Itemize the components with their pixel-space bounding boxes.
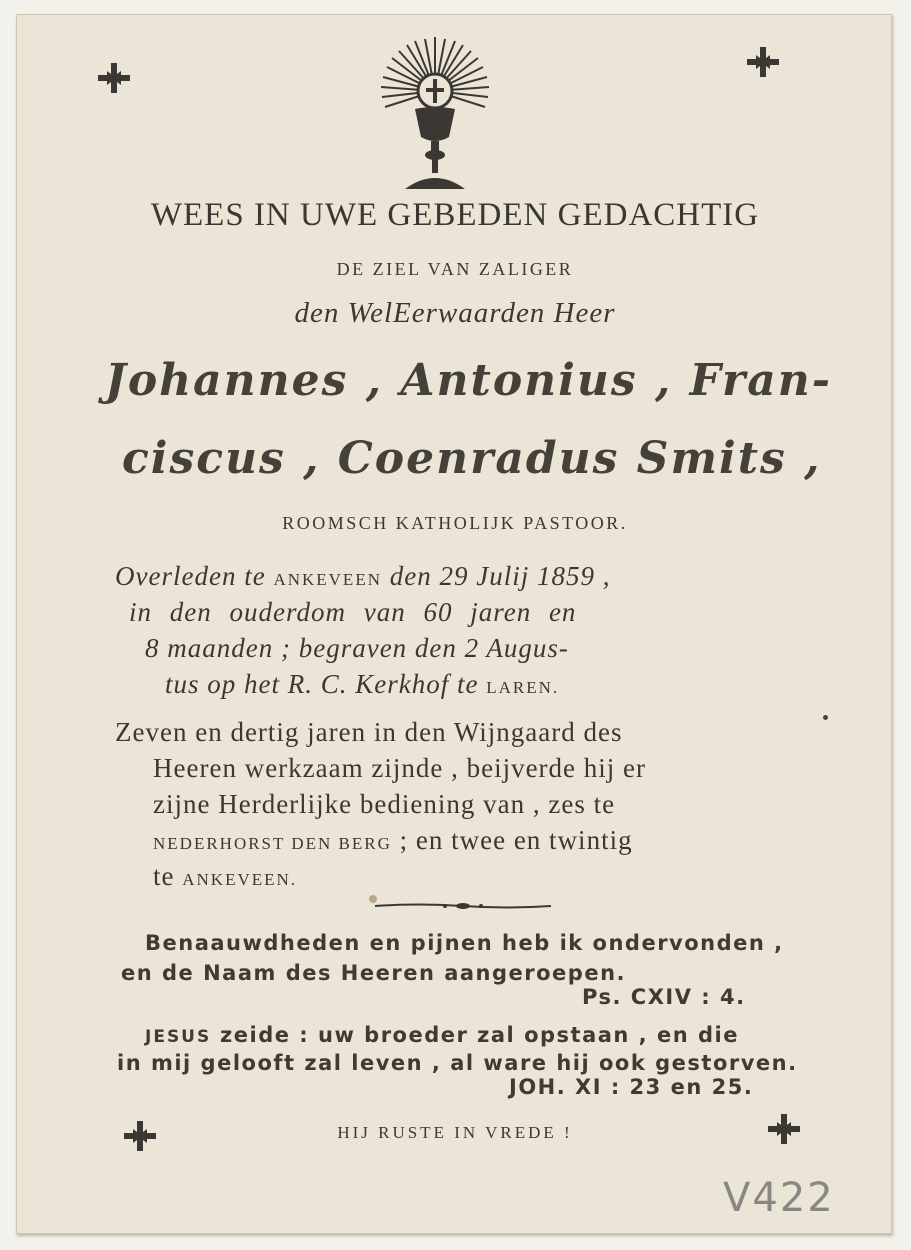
death-line-1: Overleden te ANKEVEEN den 29 Julij 1859 , bbox=[115, 561, 611, 591]
john-quote-line-1: JESUS zeide : uw broeder zal opstaan , en die bbox=[145, 1023, 739, 1047]
john-reference: JOH. XI : 23 en 25. bbox=[509, 1075, 754, 1099]
office-title: ROOMSCH KATHOLIJK PASTOOR. bbox=[282, 513, 628, 533]
deceased-name-line-2: ciscus , Coenradus Smits , bbox=[122, 433, 822, 484]
soul-of-the-late-line: DE ZIEL VAN ZALIGER bbox=[336, 259, 574, 279]
bio-line-1: Zeven en dertig jaren in den Wijngaard des bbox=[115, 717, 623, 747]
john-quote-line-2: in mij gelooft zal leven , al ware hij ook gestorven. bbox=[117, 1051, 798, 1075]
memorial-card bbox=[16, 14, 892, 1234]
monstrance-icon bbox=[375, 33, 495, 191]
bio-line-5: te ANKEVEEN. bbox=[153, 861, 298, 891]
bio-line-2: Heeren werkzaam zijnde , beijverde hij er bbox=[153, 753, 647, 783]
psalm-quote-line-1: Benaauwdheden en pijnen heb ik ondervonden , bbox=[145, 931, 784, 955]
honorific-line: den WelEerwaarden Heer bbox=[294, 297, 616, 329]
death-line-4: tus op het R. C. Kerkhof te LAREN. bbox=[165, 669, 560, 699]
invocation-heading: WEES IN UWE GEBEDEN GEDACHTIG bbox=[150, 197, 760, 233]
psalm-reference: Ps. CXIV : 4. bbox=[582, 985, 746, 1009]
psalm-quote-line-2: en de Naam des Heeren aangeroepen. bbox=[121, 961, 627, 985]
ink-speck bbox=[823, 715, 828, 720]
cross-icon bbox=[95, 61, 133, 99]
bio-line-3: zijne Herderlijke bediening van , zes te bbox=[153, 789, 616, 819]
paper-stain bbox=[369, 895, 377, 903]
handwritten-catalog-number: V422 bbox=[723, 1175, 835, 1221]
death-line-3: 8 maanden ; begraven den 2 Augus- bbox=[145, 633, 569, 663]
deceased-name-line-1: Johannes , Antonius , Fran- bbox=[105, 355, 832, 406]
cross-icon bbox=[744, 45, 782, 83]
ornamental-divider bbox=[373, 899, 553, 913]
death-line-2: in den ouderdom van 60 jaren en bbox=[129, 597, 577, 627]
rest-in-peace-line: HIJ RUSTE IN VREDE ! bbox=[337, 1123, 573, 1142]
bio-line-4: NEDERHORST DEN BERG ; en twee en twintig bbox=[153, 825, 633, 855]
